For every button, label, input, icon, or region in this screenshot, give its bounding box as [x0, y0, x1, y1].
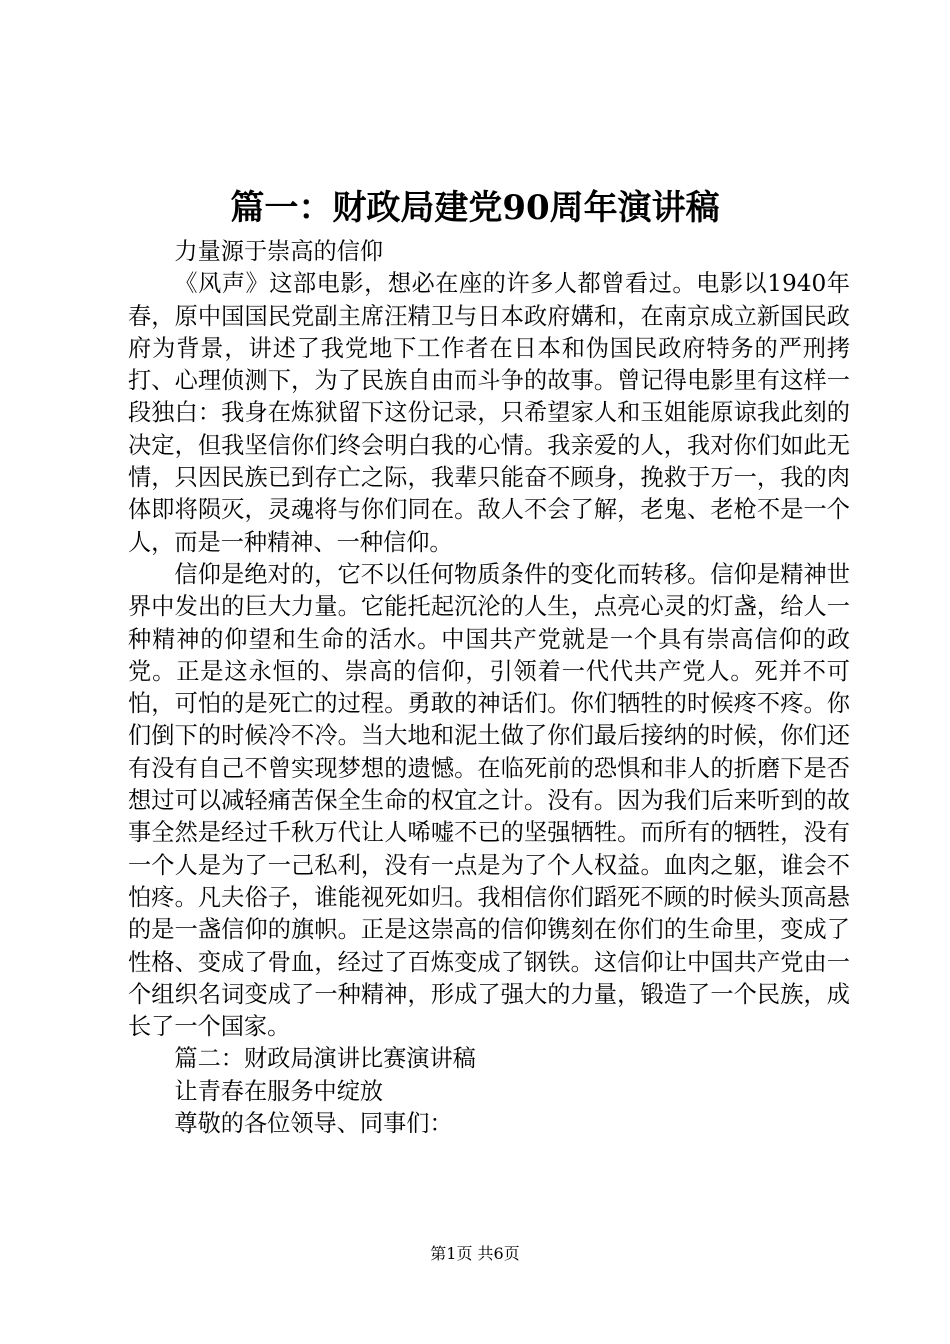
body-paragraph: 信仰是绝对的，它不以任何物质条件的变化而转移。信仰是精神世界中发出的巨大力量。它能托起沉沦的人生，点亮心灵的灯盏，给人一种精神的仰望和生命的活水。中国共产党就是一个具有崇高信仰的政党。正是这永恒的、崇高的信仰，引领着一代代共产党人。死并不可怕，可怕的是死亡的过程。勇敢的神话们。你们牺牲的时候疼不疼。你们倒下的时候冷不冷。当大地和泥土做了你们最后接纳的时候，你们还有没有自己不曾实现梦想的遗憾。在临死前的恐惧和非人的折磨下是否想过可以减轻痛苦保全生命的权宜之计。没有。因为我们后来听到的故事全然是经过千秋万代让人唏嘘不已的坚强牺牲。而所有的牺牲，没有一个人是为了一己私利，没有一点是为了个人权益。血肉之躯，谁会不怕疼。凡夫俗子，谁能视死如归。我相信你们蹈死不顾的时候头顶高悬的是一盏信仰的旗帜。正是这崇高的信仰镌刻在你们的生命里，变成了性格、变成了骨血，经过了百炼变成了钢铁。这信仰让中国共产党由一个组织名词变成了一种精神，形成了强大的力量，锻造了一个民族，成长了一个国家。	[128, 560, 850, 1041]
section-subtitle: 让青春在服务中绽放	[174, 1077, 384, 1105]
salutation-paragraph: 尊敬的各位领导、同事们：	[174, 1110, 453, 1138]
document-title: 篇一：财政局建党90周年演讲稿	[230, 188, 720, 228]
document-body	[128, 236, 850, 1140]
subtitle-paragraph: 力量源于崇高的信仰	[174, 238, 384, 265]
body-paragraph: 《风声》这部电影，想必在座的许多人都曾看过。电影以1940年春，原中国国民党副主席汪精卫与日本政府媾和，在南京成立新国民政府为背景，讲述了我党地下工作者在日本和伪国民政府特务的严刑拷打、心理侦测下，为了民族自由而斗争的故事。曾记得电影里有这样一段独白：我身在炼狱留下这份记录，只希望家人和玉姐能原谅我此刻的决定，但我坚信你们终会明白我的心情。我亲爱的人，我对你们如此无情，只因民族已到存亡之际，我辈只能奋不顾身，挽救于万一，我的肉体即将陨灭，灵魂将与你们同在。敌人不会了解，老鬼、老枪不是一个人，而是一种精神、一种信仰。	[128, 270, 850, 556]
section-heading: 篇二：财政局演讲比赛演讲稿	[174, 1045, 476, 1073]
page-footer: 第1页 共6页	[430, 1244, 520, 1263]
